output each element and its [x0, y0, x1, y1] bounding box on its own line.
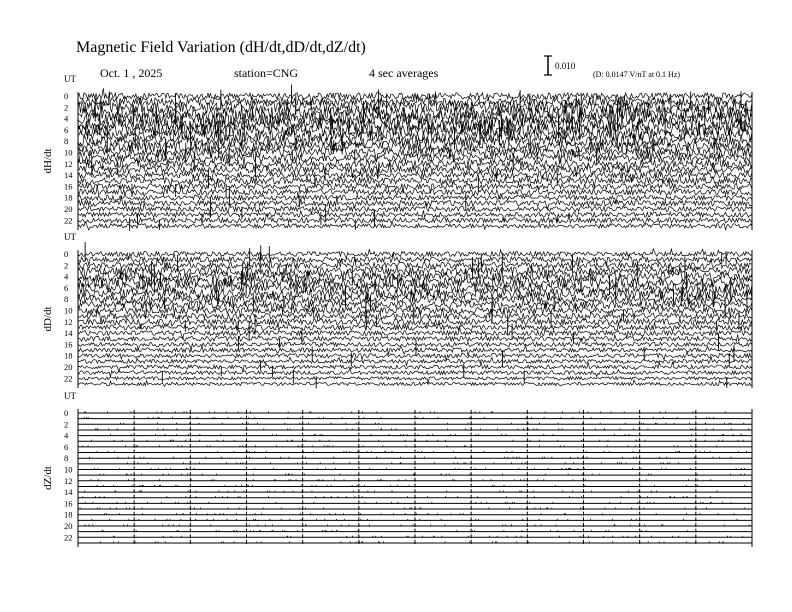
- hour-label: 4: [64, 113, 69, 124]
- hour-label: 8: [64, 136, 69, 147]
- trace-line: [78, 380, 752, 386]
- averaging-label: 4 sec averages: [369, 66, 439, 80]
- trace-line: [78, 213, 752, 224]
- trace-line: [78, 114, 752, 145]
- trace-line: [78, 194, 752, 205]
- calibration-note: (D: 0.0147 V/nT at 0.1 Hz): [593, 70, 681, 79]
- hour-label: 6: [64, 282, 69, 293]
- hour-label: 12: [64, 475, 73, 486]
- hour-label: 12: [64, 158, 73, 169]
- hour-label: 8: [64, 294, 69, 305]
- hour-label: 14: [64, 328, 73, 339]
- hour-label: 18: [64, 192, 73, 203]
- hour-label: 0: [64, 408, 69, 418]
- hour-label: 6: [64, 124, 69, 135]
- hour-label: 20: [64, 204, 73, 214]
- y-axis-label: dZ/dt: [42, 466, 54, 490]
- hour-label: 18: [64, 350, 73, 361]
- hour-label: 22: [64, 532, 73, 543]
- hour-label: 12: [64, 316, 73, 327]
- trace-line: [78, 222, 752, 230]
- chart-title: Magnetic Field Variation (dH/dt,dD/dt,dZ/dt): [76, 39, 366, 56]
- hour-label: 16: [64, 181, 73, 192]
- trace-line: [78, 362, 752, 373]
- ut-axis-label: UT: [64, 391, 76, 401]
- ut-axis-label: UT: [64, 74, 76, 84]
- hour-label: 4: [64, 271, 69, 282]
- hour-label: 4: [64, 430, 69, 441]
- hour-label: 22: [64, 215, 73, 226]
- hour-label: 16: [64, 339, 73, 350]
- hour-label: 20: [64, 521, 73, 531]
- hour-label: 14: [64, 170, 73, 181]
- hour-label: 0: [64, 249, 69, 259]
- hour-label: 10: [64, 147, 73, 158]
- trace-line: [78, 357, 752, 366]
- hour-label: 2: [64, 260, 69, 271]
- y-axis-label: dD/dt: [42, 306, 54, 332]
- scale-bar-value: 0.010: [555, 61, 576, 71]
- ut-axis-label: UT: [64, 232, 76, 242]
- trace-line: [78, 249, 752, 260]
- trace-line: [78, 352, 752, 361]
- hour-label: 20: [64, 362, 73, 372]
- hour-label: 10: [64, 305, 73, 316]
- trace-line: [78, 368, 752, 377]
- trace-line: [78, 154, 752, 175]
- hour-label: 14: [64, 487, 73, 498]
- hour-label: 2: [64, 419, 69, 430]
- y-axis-label: dH/dt: [42, 148, 54, 174]
- trace-line: [78, 377, 752, 383]
- hour-label: 6: [64, 441, 69, 452]
- hour-label: 8: [64, 453, 69, 464]
- hour-label: 10: [64, 464, 73, 475]
- hour-label: 18: [64, 509, 73, 520]
- date-label: Oct. 1 , 2025: [100, 66, 163, 80]
- hour-label: 2: [64, 102, 69, 113]
- station-label: station=CNG: [234, 66, 299, 80]
- hour-label: 22: [64, 373, 73, 384]
- hour-label: 16: [64, 498, 73, 509]
- hour-label: 0: [64, 91, 69, 101]
- trace-line: [78, 147, 752, 166]
